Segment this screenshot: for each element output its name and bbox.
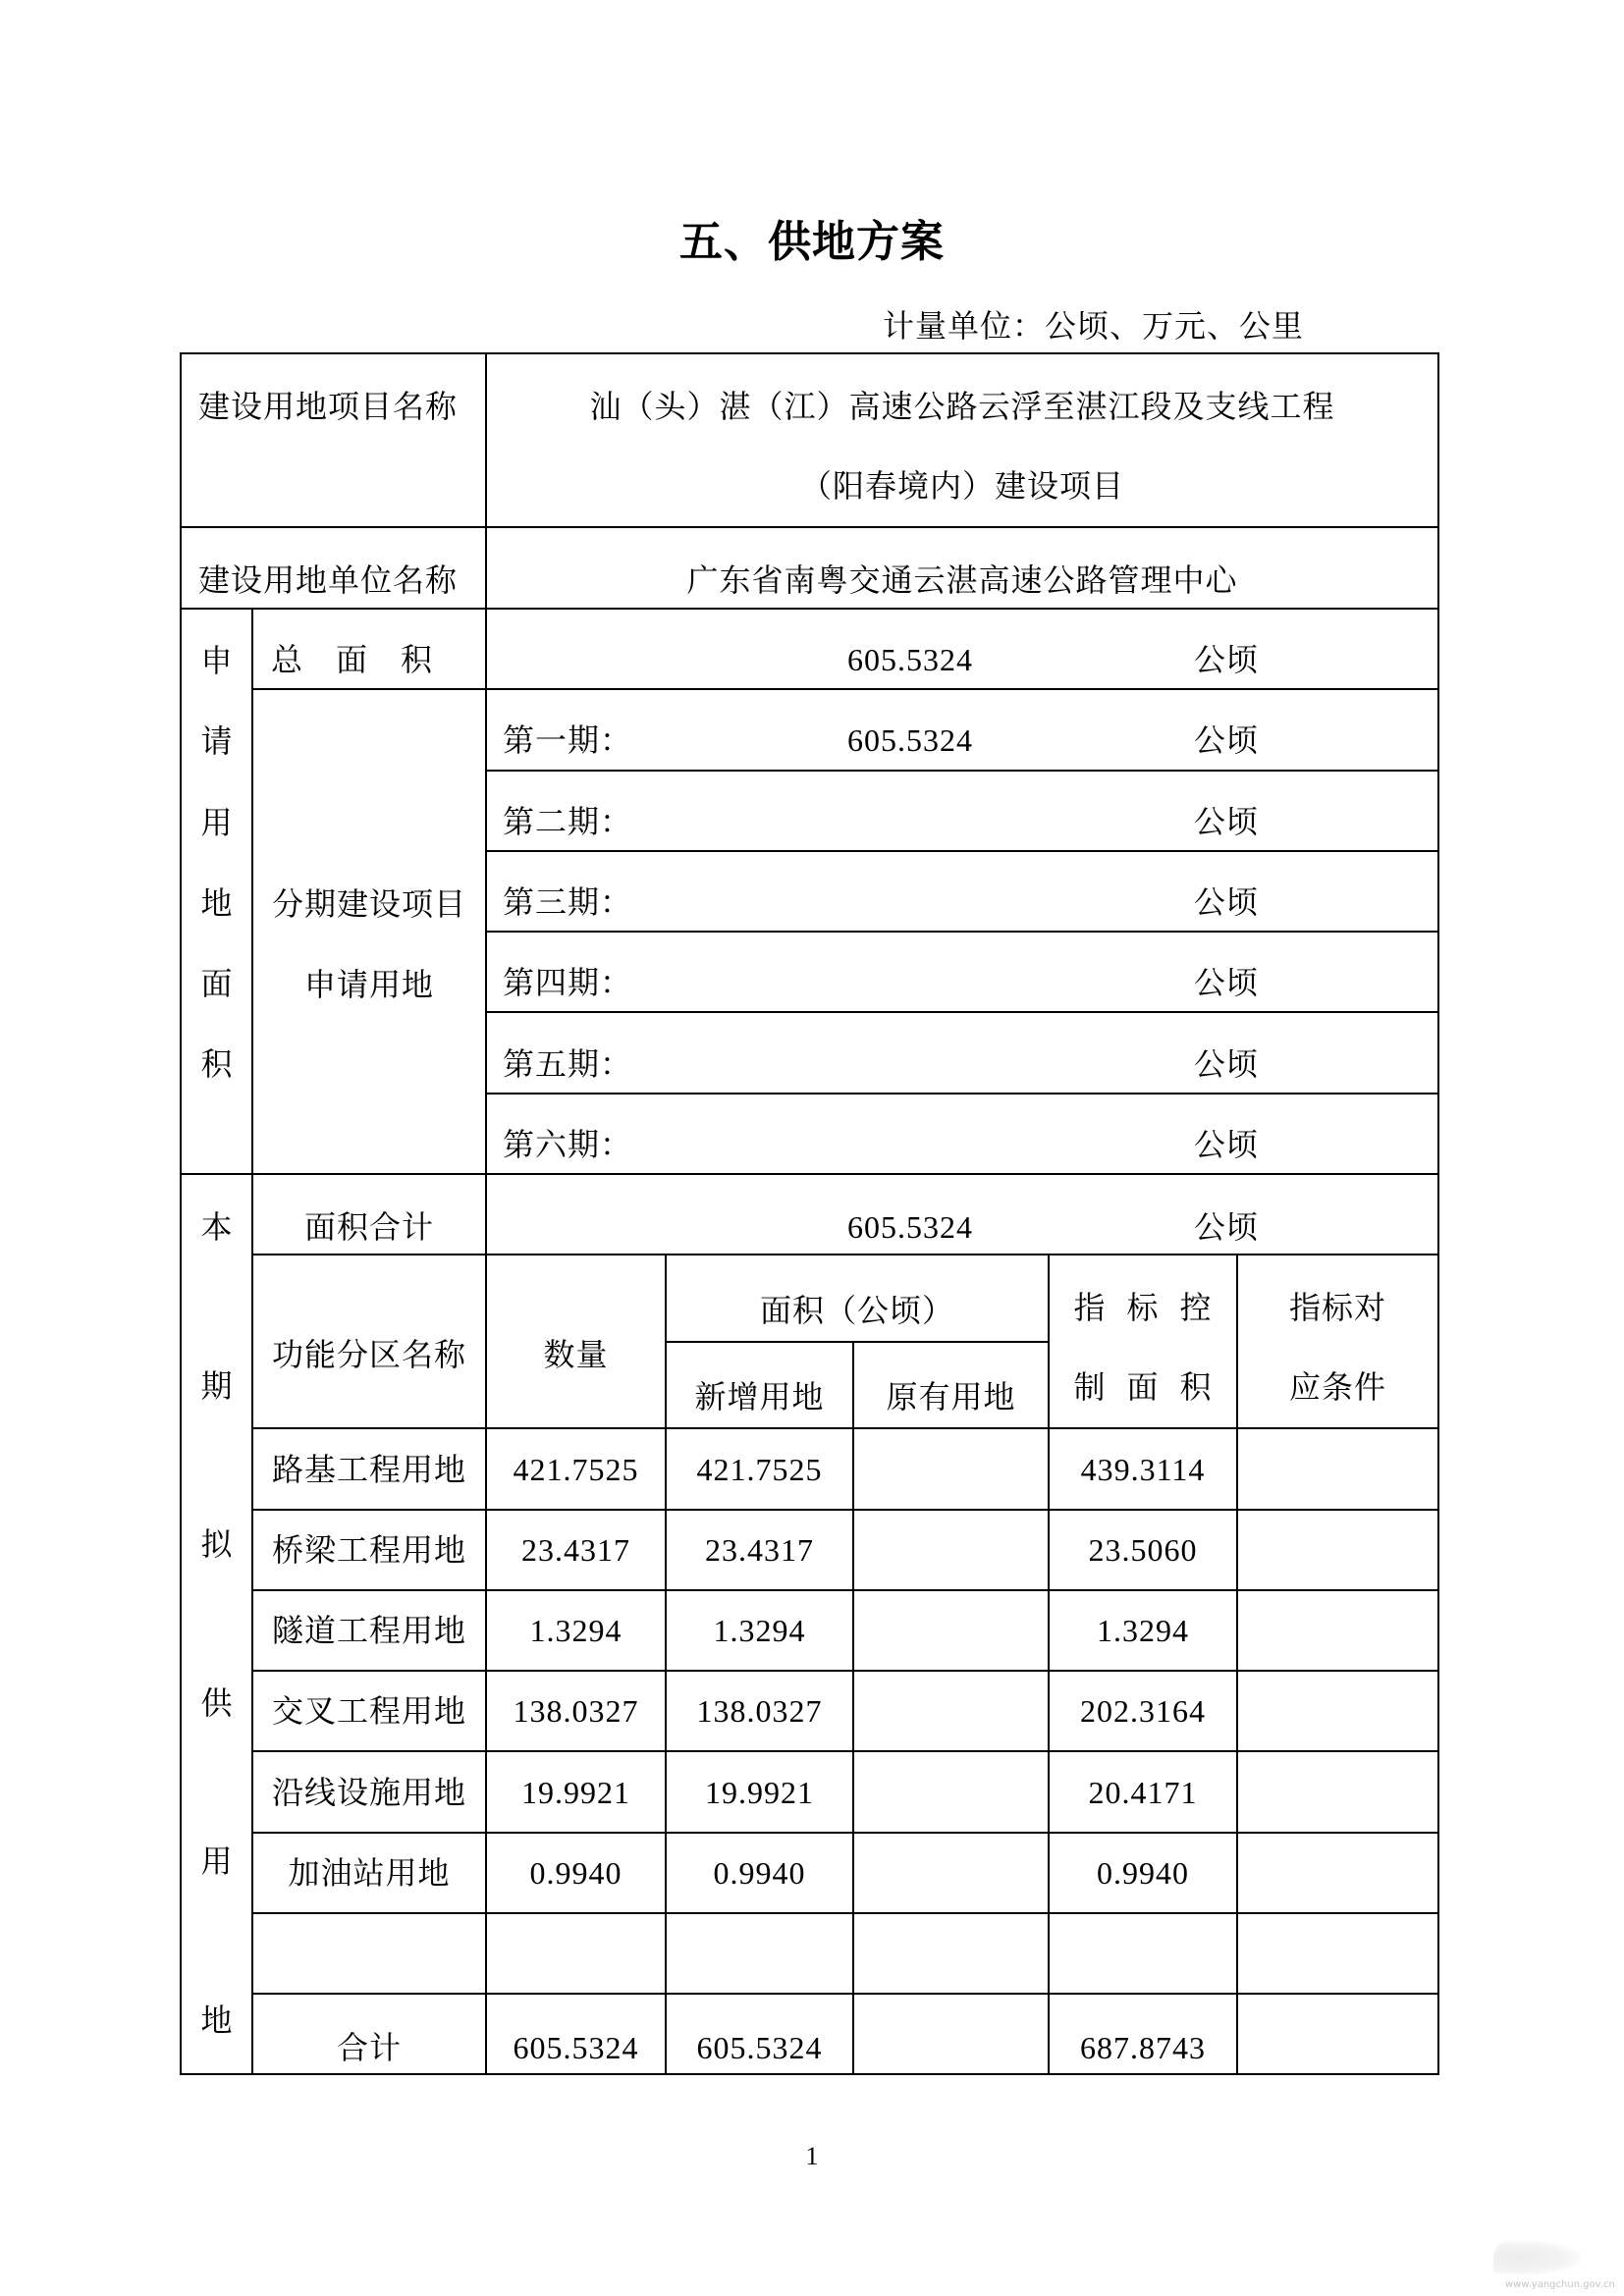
- new-land-cell: 138.0327: [666, 1671, 853, 1751]
- zone-name-cell: [252, 1913, 486, 1994]
- header-condition-line2: 应条件: [1289, 1369, 1387, 1406]
- new-land-cell: 0.9940: [666, 1833, 853, 1913]
- header-control-line2: 制 面 积: [1073, 1369, 1213, 1406]
- supply-area-total-row: [181, 1174, 1438, 1255]
- condition-cell: [1237, 1428, 1438, 1509]
- total-area-label: 总 面 积: [252, 609, 486, 689]
- condition-cell: [1237, 1913, 1438, 1994]
- header-control-line1: 指 标 控: [1073, 1290, 1213, 1326]
- quantity-cell: 23.4317: [486, 1510, 666, 1590]
- total-area-values: [486, 609, 1438, 689]
- project-name-label: 建设用地项目名称: [181, 353, 486, 527]
- watermark-text: www.yangchun.gov.cn: [1505, 2279, 1615, 2290]
- quantity-cell: 138.0327: [486, 1671, 666, 1751]
- phase-value: 605.5324: [847, 722, 974, 759]
- page-number: 1: [805, 2142, 819, 2170]
- phase-2-values: [486, 771, 1438, 851]
- existing-land-cell: [853, 1833, 1049, 1913]
- total-area-row: [181, 609, 1438, 689]
- phase-unit: 公顷: [1194, 722, 1260, 759]
- condition-cell: [1237, 1510, 1438, 1590]
- project-name-cell: [486, 353, 1438, 527]
- control-area-cell: 23.5060: [1049, 1510, 1237, 1590]
- phase-unit: 公顷: [1194, 1126, 1260, 1162]
- phase-unit: 公顷: [1194, 1045, 1260, 1082]
- condition-cell: [1237, 1671, 1438, 1751]
- control-area-cell: 687.8743: [1049, 1994, 1237, 2074]
- table-total-row: [181, 1994, 1438, 2074]
- phase-3-values: [486, 851, 1438, 932]
- existing-land-cell: [853, 1671, 1049, 1751]
- zone-name-cell: 交叉工程用地: [252, 1671, 486, 1751]
- existing-land-cell: [853, 1590, 1049, 1671]
- control-area-cell: 439.3114: [1049, 1428, 1237, 1509]
- quantity-cell: 1.3294: [486, 1590, 666, 1671]
- control-area-cell: 202.3164: [1049, 1671, 1237, 1751]
- supply-area-total-value: 605.5324: [847, 1209, 974, 1246]
- condition-cell: [1237, 1751, 1438, 1832]
- table-row: [181, 1671, 1438, 1751]
- quantity-cell: 0.9940: [486, 1833, 666, 1913]
- phase-label: 第五期：: [503, 1045, 633, 1082]
- phase-label: 第三期：: [503, 884, 633, 921]
- supply-area-total-label: 面积合计: [252, 1174, 486, 1255]
- control-area-cell: 0.9940: [1049, 1833, 1237, 1913]
- control-area-cell: 1.3294: [1049, 1590, 1237, 1671]
- unit-note: 计量单位：公顷、万元、公里: [883, 308, 1305, 344]
- header-existing-land: 原有用地: [853, 1342, 1049, 1429]
- project-name-line1: 汕（头）湛（江）高速公路云浮至湛江段及支线工程: [589, 389, 1335, 424]
- watermark-logo-icon: [1493, 2240, 1582, 2275]
- table-row: [181, 1751, 1438, 1832]
- existing-land-cell: [853, 1428, 1049, 1509]
- header-condition: [1237, 1255, 1438, 1428]
- new-land-cell: 1.3294: [666, 1590, 853, 1671]
- unit-name-label: 建设用地单位名称: [181, 527, 486, 609]
- phase-label: 第一期：: [503, 722, 633, 759]
- phase-4-values: [486, 932, 1438, 1012]
- header-condition-line1: 指标对: [1289, 1290, 1387, 1326]
- phase-unit: 公顷: [1194, 803, 1260, 839]
- supply-area-total-unit: 公顷: [1194, 1209, 1260, 1246]
- phased-application-label: [252, 689, 486, 1174]
- table-header-row: [181, 1255, 1438, 1341]
- supply-section-label: 本期拟供用地: [200, 1209, 233, 2039]
- table-row: [181, 1428, 1438, 1509]
- zone-name-cell: 路基工程用地: [252, 1428, 486, 1509]
- table-row: [181, 1833, 1438, 1913]
- phase-label: 第二期：: [503, 803, 633, 839]
- phased-label-line1: 分期建设项目: [272, 885, 467, 922]
- table-row: [181, 1590, 1438, 1671]
- condition-cell: [1237, 1590, 1438, 1671]
- quantity-cell: 421.7525: [486, 1428, 666, 1509]
- total-area-unit: 公顷: [1194, 642, 1260, 678]
- existing-land-cell: [853, 1751, 1049, 1832]
- new-land-cell: 19.9921: [666, 1751, 853, 1832]
- header-new-land: 新增用地: [666, 1342, 853, 1429]
- new-land-cell: 23.4317: [666, 1510, 853, 1590]
- zone-name-cell: 隧道工程用地: [252, 1590, 486, 1671]
- table-row-empty: [181, 1913, 1438, 1994]
- phase-unit: 公顷: [1194, 965, 1260, 1001]
- phase-row: [181, 689, 1438, 770]
- watermark: [1488, 2238, 1615, 2293]
- phase-5-values: [486, 1012, 1438, 1093]
- condition-cell: [1237, 1994, 1438, 2074]
- zone-name-cell: 沿线设施用地: [252, 1751, 486, 1832]
- phase-1-values: [486, 689, 1438, 770]
- unit-name-value: 广东省南粤交通云湛高速公路管理中心: [486, 527, 1438, 609]
- condition-cell: [1237, 1833, 1438, 1913]
- application-area-label: 申请用地面积: [200, 643, 233, 1083]
- quantity-cell: [486, 1913, 666, 1994]
- project-name-row: [181, 353, 1438, 527]
- header-control-area: [1049, 1255, 1237, 1428]
- phase-6-values: [486, 1094, 1438, 1174]
- zone-name-cell: 合计: [252, 1994, 486, 2074]
- quantity-cell: 605.5324: [486, 1994, 666, 2074]
- existing-land-cell: [853, 1994, 1049, 2074]
- table-row: [181, 1510, 1438, 1590]
- phase-label: 第六期：: [503, 1126, 633, 1162]
- supply-section: [181, 1174, 252, 2074]
- quantity-cell: 19.9921: [486, 1751, 666, 1832]
- land-supply-table: [180, 352, 1439, 2075]
- page-title: 五、供地方案: [679, 218, 945, 266]
- header-area-group: 面积（公顷）: [666, 1255, 1049, 1341]
- project-name-line2: （阳春境内）建设项目: [800, 468, 1125, 504]
- header-zone-name: 功能分区名称: [252, 1255, 486, 1428]
- supply-area-total-values: [486, 1174, 1438, 1255]
- phase-unit: 公顷: [1194, 884, 1260, 921]
- zone-name-cell: 桥梁工程用地: [252, 1510, 486, 1590]
- zone-name-cell: 加油站用地: [252, 1833, 486, 1913]
- existing-land-cell: [853, 1913, 1049, 1994]
- new-land-cell: 421.7525: [666, 1428, 853, 1509]
- existing-land-cell: [853, 1510, 1049, 1590]
- total-area-value: 605.5324: [847, 642, 974, 678]
- header-quantity: 数量: [486, 1255, 666, 1428]
- unit-name-row: [181, 527, 1438, 609]
- phase-label: 第四期：: [503, 965, 633, 1001]
- control-area-cell: [1049, 1913, 1237, 1994]
- control-area-cell: 20.4171: [1049, 1751, 1237, 1832]
- application-area-section: [181, 609, 252, 1174]
- new-land-cell: [666, 1913, 853, 1994]
- phased-label-line2: 申请用地: [304, 967, 435, 1003]
- new-land-cell: 605.5324: [666, 1994, 853, 2074]
